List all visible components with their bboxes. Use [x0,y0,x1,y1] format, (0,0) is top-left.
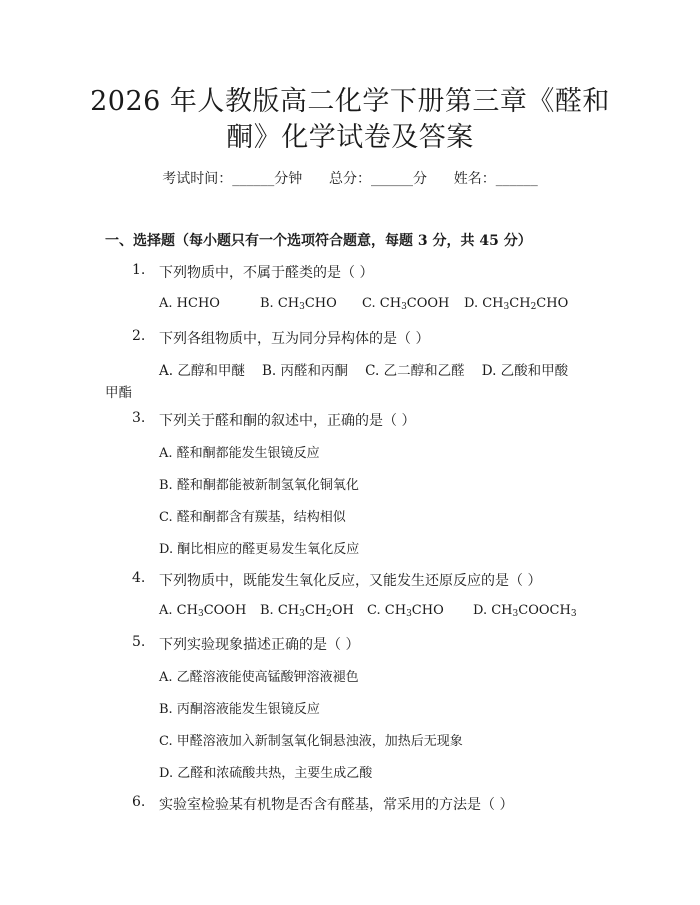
question-text: 实验室检验某有机物是否含有醛基，常采用的方法是（ ） [159,797,514,813]
exam-meta-line: 考试时间：______分钟 总分：______分 姓名：______ [162,171,538,187]
question-3-option-a: A. 醛和酮都能发生银镜反应 [159,446,320,461]
document-title-line-1: 2026 年人教版高二化学下册第三章《醛和 [90,86,610,117]
option-d: D. $CH_3COOCH_3$ [473,603,577,619]
question-text: 下列物质中，既能发生氧化反应，又能发生还原反应的是（ ） [159,573,542,589]
document-title-line-2: 酮》化学试卷及答案 [226,122,474,153]
question-3-option-b: B. 醛和酮都能被新制氢氧化铜氧化 [159,478,359,493]
option-b: B. $CH_3CH_2OH$ [260,603,354,619]
question-2-options-wrap: 甲酯 [105,385,132,401]
option-c: C. $CH_3CHO$ [367,603,444,619]
option-a: A. $CH_3COOH$ [159,603,247,619]
question-number: 1. [132,262,146,278]
question-text: 下列各组物质中，互为同分异构体的是（ ） [159,331,430,347]
question-number: 3. [132,410,146,426]
question-5-option-d: D. 乙醛和浓硫酸共热，主要生成乙酸 [159,766,373,781]
question-3-option-d: D. 酮比相应的醛更易发生氧化反应 [159,542,360,557]
option-a: A. HCHO [159,296,220,311]
question-number: 2. [132,328,146,344]
question-5-option-a: A. 乙醛溶液能使高锰酸钾溶液褪色 [159,670,359,685]
option-c: C. $CH_3COOH$ [362,296,450,312]
question-5-option-b: B. 丙酮溶液能发生银镜反应 [159,702,320,717]
question-text: 下列实验现象描述正确的是（ ） [159,637,360,653]
question-number: 6. [132,794,146,810]
question-text: 下列关于醛和酮的叙述中，正确的是（ ） [159,413,416,429]
question-2-options: A. 乙醇和甲醚 B. 丙醛和丙酮 C. 乙二醇和乙醛 D. 乙酸和甲酸 [159,363,569,379]
option-d: D. $CH_3CH_2CHO$ [464,296,569,312]
question-number: 4. [132,570,146,586]
question-5-option-c: C. 甲醛溶液加入新制氢氧化铜悬浊液，加热后无现象 [159,734,463,749]
question-3-option-c: C. 醛和酮都含有羰基，结构相似 [159,510,346,525]
question-text: 下列物质中，不属于醛类的是（ ） [159,265,374,281]
section-heading-multiple-choice: 一、选择题（每小题只有一个选项符合题意，每题 3 分，共 45 分） [105,233,532,249]
option-b: B. $CH_3CHO$ [260,296,337,312]
question-number: 5. [132,634,146,650]
